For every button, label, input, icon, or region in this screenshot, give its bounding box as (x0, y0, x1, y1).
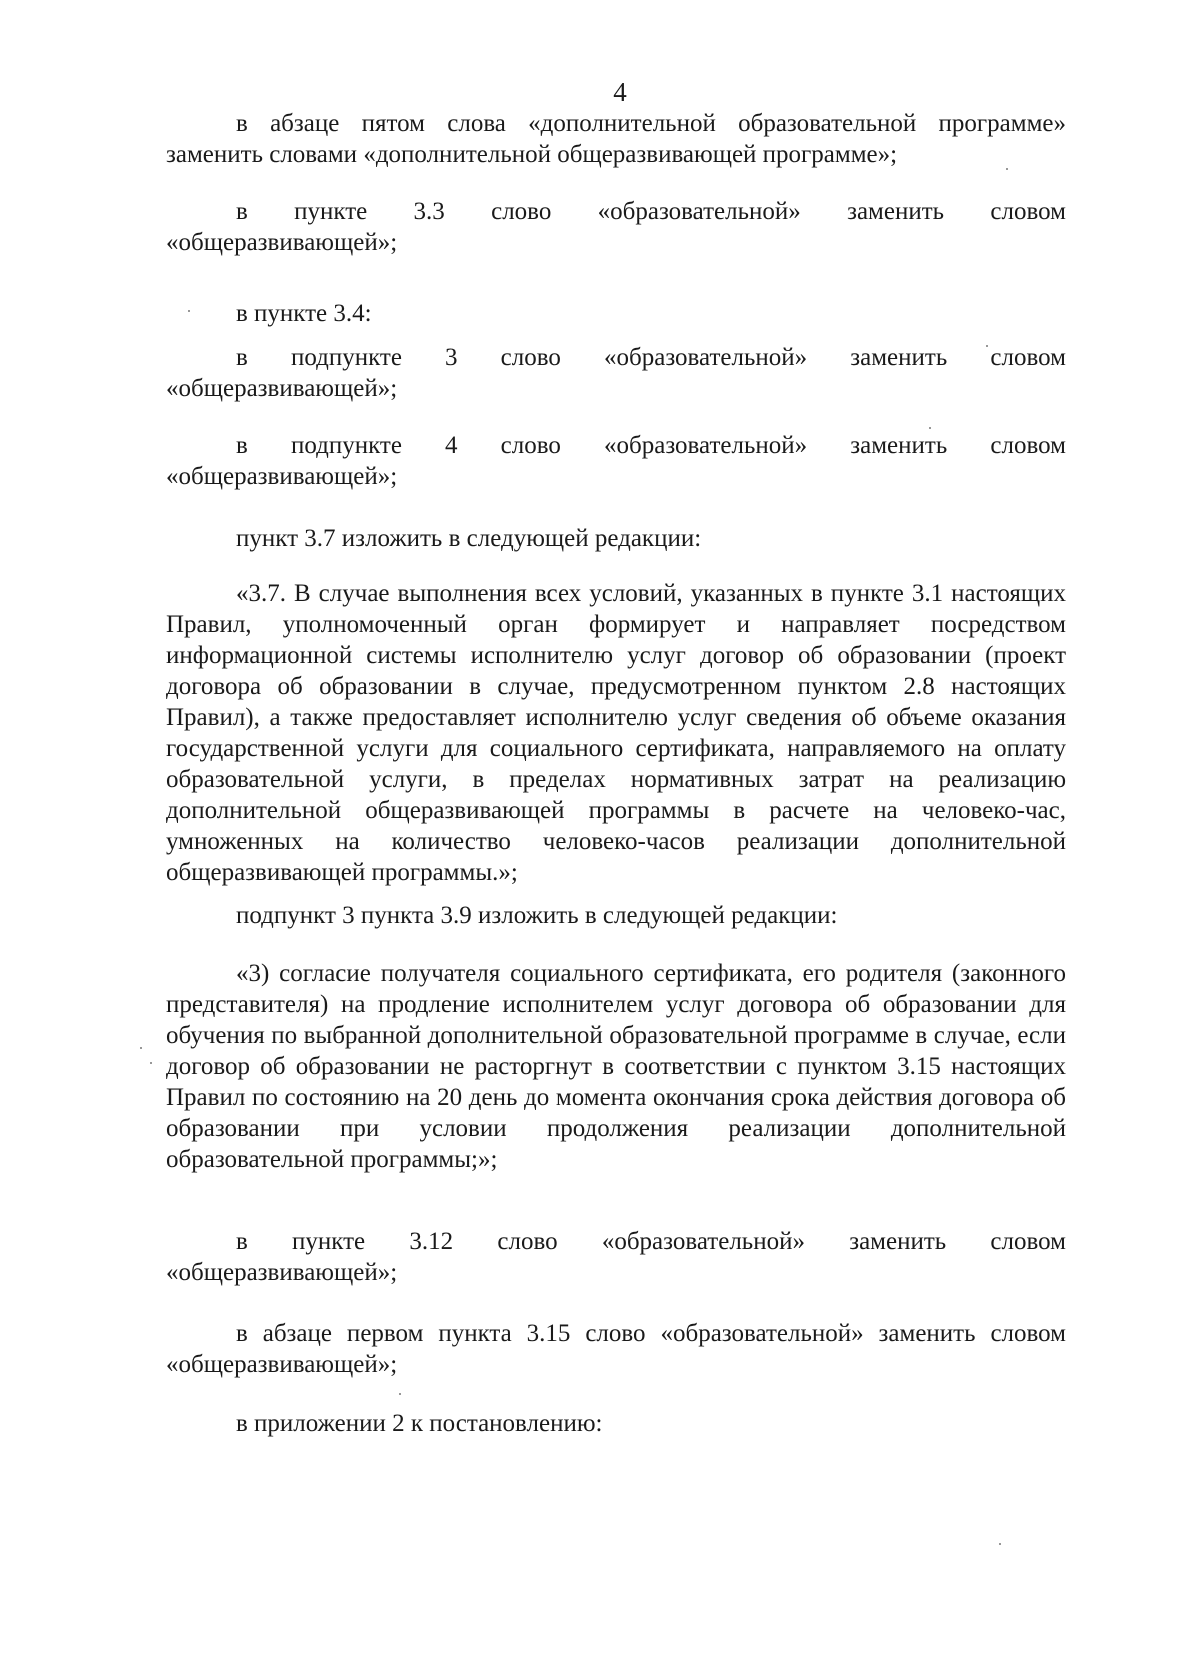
word: заменить (847, 198, 945, 225)
word: 3.12 (409, 1228, 454, 1255)
paragraph-2-continuation: «общеразвивающей»; (166, 229, 398, 256)
scan-speck (999, 1543, 1001, 1545)
word: словом (990, 198, 1066, 225)
word: подпункте (290, 344, 402, 371)
word: подпункте (290, 432, 402, 459)
paragraph-3: в пункте 3.4: (236, 300, 372, 327)
scan-speck (399, 1393, 401, 1395)
paragraph-8: подпункт 3 пункта 3.9 изложить в следующей редакции: (236, 902, 838, 929)
scan-speck (1006, 168, 1008, 170)
word: слово (497, 1228, 558, 1255)
paragraph-4-line (166, 342, 1066, 373)
paragraph-5-line (166, 430, 1066, 461)
word: в (236, 344, 248, 371)
paragraph-5-continuation: «общеразвивающей»; (166, 463, 398, 490)
scan-speck (140, 1047, 142, 1049)
word: в (236, 198, 248, 225)
word: 3.3 (413, 198, 445, 225)
paragraph-10 (166, 1226, 1066, 1288)
paragraph-12: в приложении 2 к постановлению: (236, 1410, 603, 1437)
scan-speck (929, 427, 931, 429)
word: 4 (445, 432, 458, 459)
word: слово (491, 198, 552, 225)
word: 3 (445, 344, 458, 371)
paragraph-9-quoted-subclause: «3) согласие получателя социального сертификата, его родителя (законного представителя) на продление исполнителем услуг договора об образовании для обучения по выбранной дополнительной образовательной программе в случае, если договор об образовании не расторгнут в соответствии с пунктом 3.15 настоящих Правил по состоянию на 20 день до момента окончания срока действия договора об образовании при условии продолжения реализации дополнительной образовательной программы;»; (166, 960, 1066, 1173)
word: в (236, 1228, 248, 1255)
paragraph-2-line (166, 196, 1066, 227)
paragraph-7-quoted-clause: «3.7. В случае выполнения всех условий, указанных в пункте 3.1 настоящих Правил, уполномоченный орган формирует и направляет посредством информационной системы исполнителю услуг договор об образовании (проект договора об образовании в случае, предусмотренном пунктом 2.8 настоящих Правил), а также предоставляет исполнителю услуг сведения об объеме оказания государственной услуги для социального сертификата, направляемого на оплату образовательной услуги, в пределах нормативных затрат на реализацию дополнительной общеразвивающей программы в расчете на человеко-час, умноженных на количество человеко-часов реализации дополнительной общеразвивающей программы.»; (166, 580, 1066, 886)
word: пункте (294, 198, 368, 225)
page-number: 4 (613, 77, 627, 107)
paragraph-1: в абзаце пятом слова «дополнительной образовательной программе» заменить словами «дополнительной общеразвивающей программе»; (166, 110, 1066, 168)
word: словом (990, 344, 1066, 371)
word: «образовательной» (604, 432, 808, 459)
paragraph-10-line (166, 1226, 1066, 1257)
word: словом (990, 1228, 1066, 1255)
word: заменить (850, 344, 948, 371)
word: слово (500, 344, 561, 371)
word: словом (990, 432, 1066, 459)
word: заменить (850, 432, 948, 459)
word: «образовательной» (604, 344, 808, 371)
word: «образовательной» (601, 1228, 805, 1255)
word: «образовательной» (597, 198, 801, 225)
paragraph-11: в абзаце первом пункта 3.15 слово «образовательной» заменить словом «общеразвивающей»; (166, 1320, 1066, 1378)
scan-speck (188, 310, 190, 312)
word: слово (500, 432, 561, 459)
paragraph-6: пункт 3.7 изложить в следующей редакции: (236, 525, 702, 552)
word: заменить (849, 1228, 947, 1255)
paragraph-2 (166, 196, 1066, 258)
paragraph-4-continuation: «общеразвивающей»; (166, 375, 398, 402)
paragraph-4 (166, 342, 1066, 404)
paragraph-10-continuation: «общеразвивающей»; (166, 1259, 398, 1286)
word: в (236, 432, 248, 459)
paragraph-5 (166, 430, 1066, 492)
word: пункте (292, 1228, 366, 1255)
scan-speck (986, 345, 988, 347)
scan-speck (150, 1062, 152, 1064)
